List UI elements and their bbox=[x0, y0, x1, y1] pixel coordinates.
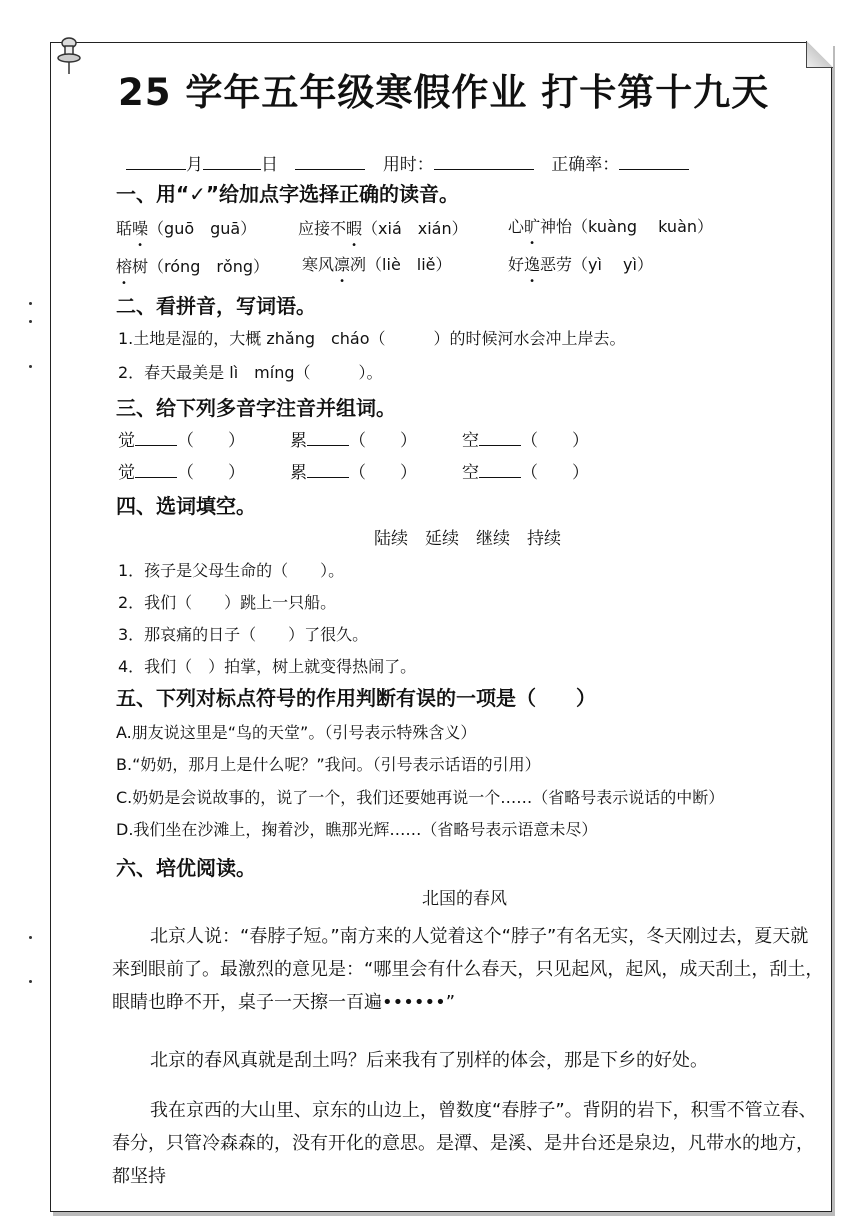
pinyin-item: 应接不暇（xiá xián） bbox=[298, 219, 468, 238]
date-time-line bbox=[126, 150, 689, 175]
choice-option: C.奶奶是会说故事的，说了一个，我们还要她再说一个……（省略号表示说话的中断） bbox=[116, 788, 725, 807]
scan-dot bbox=[29, 302, 32, 305]
month-label: 月 bbox=[186, 155, 203, 175]
pushpin-icon bbox=[56, 36, 82, 76]
time-blank[interactable] bbox=[434, 151, 534, 170]
scan-dot bbox=[29, 980, 32, 983]
question-text: 2．春天最美是 lì míng（ ）。 bbox=[118, 363, 383, 382]
question-text: 1.土地是湿的，大概 zhǎng cháo（ ）的时候河水会冲上岸去。 bbox=[118, 329, 626, 348]
question-text: 4．我们（ ）拍掌，树上就变得热闹了。 bbox=[118, 657, 417, 676]
section-1-heading: 一、用“✓”给加点字选择正确的读音。 bbox=[116, 182, 460, 206]
section-5-heading: 五、下列对标点符号的作用判断有误的一项是（ ） bbox=[116, 686, 596, 710]
polyphone-item: 觉 （ ） bbox=[118, 426, 245, 451]
scan-dot bbox=[29, 936, 32, 939]
section-2-heading: 二、看拼音，写词语。 bbox=[116, 294, 316, 318]
article-paragraph: 北京人说：“春脖子短。”南方来的人觉着这个“脖子”有名无实，冬天刚过去，夏天就来到眼前了。最激烈的意见是：“哪里会有什么春天，只见起风，起风，成天刮土，刮土，眼睛也睁不开，桌子一天擦一百遍••••••” bbox=[112, 926, 824, 1013]
article-paragraph: 北京的春风真就是刮土吗？后来我有了别样的体会，那是下乡的好处。 bbox=[150, 1050, 708, 1071]
pinyin-item: 心旷神怡（kuàng kuàn） bbox=[508, 217, 714, 236]
page-title: 25 学年五年级寒假作业 打卡第十九天 bbox=[118, 71, 770, 114]
article-title: 北国的春风 bbox=[422, 889, 507, 909]
pinyin-item: 榕树（róng rǒng） bbox=[116, 257, 270, 276]
choice-option: A.朋友说这里是“鸟的天堂”。（引号表示特殊含义） bbox=[116, 723, 477, 742]
word-options: 陆续 延续 继续 持续 bbox=[374, 529, 561, 549]
choice-option: D.我们坐在沙滩上，掬着沙，瞧那光辉……（省略号表示语意未尽） bbox=[116, 820, 598, 839]
pinyin-item: 寒风凛冽（liè liě） bbox=[302, 255, 452, 274]
question-text: 1．孩子是父母生命的（ ）。 bbox=[118, 561, 345, 580]
polyphone-item: 空 （ ） bbox=[462, 426, 589, 451]
day-blank[interactable] bbox=[203, 151, 261, 170]
question-text: 2．我们（ ）跳上一只船。 bbox=[118, 593, 337, 612]
accuracy-blank[interactable] bbox=[619, 151, 689, 170]
accuracy-label: 正确率： bbox=[551, 155, 620, 175]
pinyin-item: 好逸恶劳（yì yì） bbox=[508, 255, 653, 274]
weekday-blank[interactable] bbox=[295, 151, 365, 170]
choice-option: B.“奶奶，那月上是什么呢？”我问。（引号表示话语的引用） bbox=[116, 755, 541, 774]
scan-dot bbox=[29, 320, 32, 323]
day-label: 日 bbox=[261, 155, 278, 175]
polyphone-item: 空 （ ） bbox=[462, 458, 589, 483]
time-label: 用时： bbox=[382, 155, 434, 175]
polyphone-item: 累 （ ） bbox=[290, 426, 417, 451]
article-paragraph: 我在京西的大山里、京东的山边上，曾数度“春脖子”。背阴的岩下，积雪不管立春、春分，只管冷森森的，没有开化的意思。是潭、是溪、是井台还是泉边，凡带水的地方，都坚持 bbox=[112, 1100, 817, 1187]
question-text: 3．那哀痛的日子（ ）了很久。 bbox=[118, 625, 369, 644]
section-4-heading: 四、选词填空。 bbox=[116, 494, 256, 518]
section-6-heading: 六、培优阅读。 bbox=[116, 856, 256, 880]
month-blank[interactable] bbox=[126, 151, 186, 170]
pinyin-item: 聒噪（guō guā） bbox=[116, 219, 257, 238]
polyphone-item: 累 （ ） bbox=[290, 458, 417, 483]
section-3-heading: 三、给下列多音字注音并组词。 bbox=[116, 396, 396, 420]
scan-dot bbox=[29, 365, 32, 368]
polyphone-item: 觉 （ ） bbox=[118, 458, 245, 483]
